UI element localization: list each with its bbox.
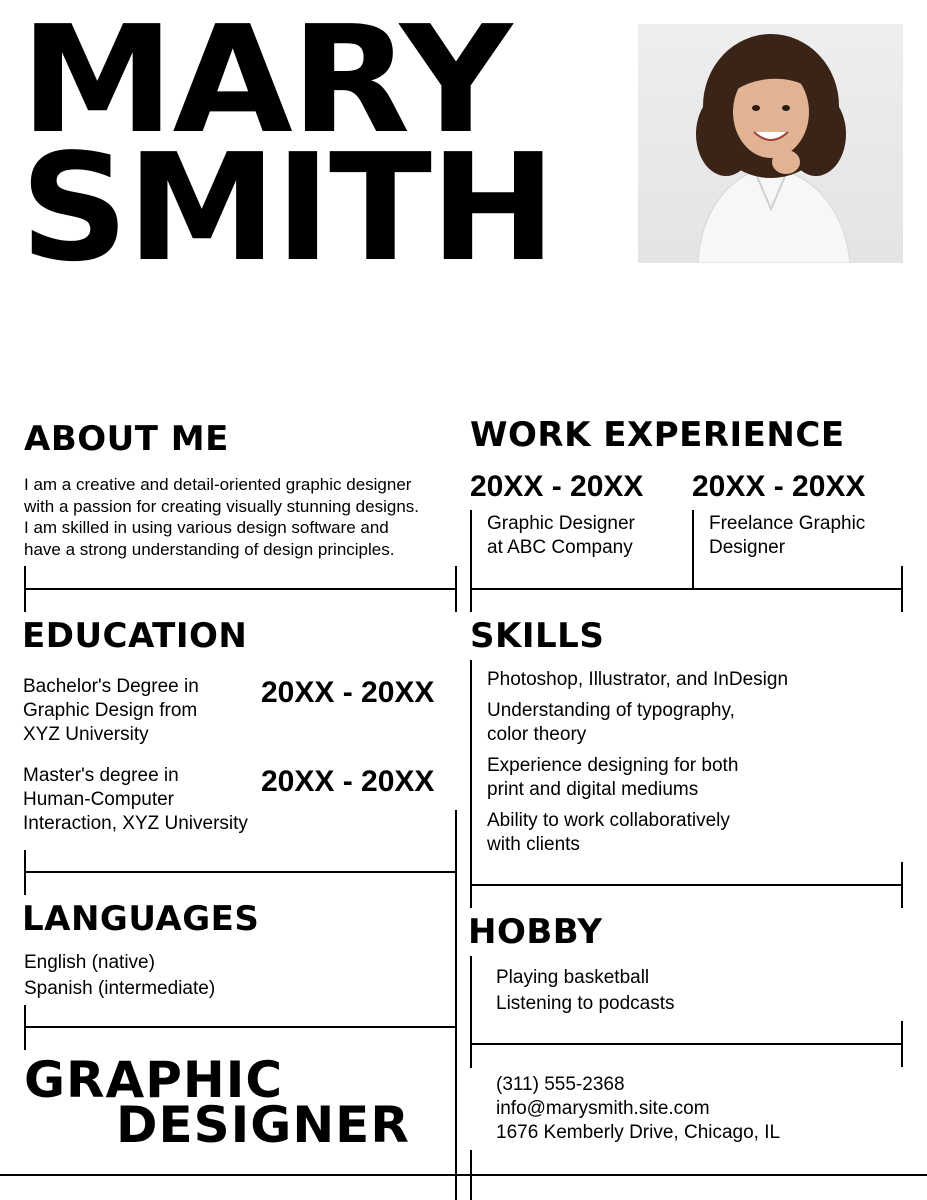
center-rule	[455, 810, 457, 1200]
job-years: 20XX - 20XX	[692, 470, 866, 503]
divider-tick	[470, 660, 472, 908]
skill-line: Experience designing for both	[487, 755, 739, 776]
degree-line: Graphic Design from	[23, 700, 198, 721]
contact-block	[496, 1073, 780, 1145]
education-years: 20XX - 20XX	[261, 676, 435, 709]
job-item	[709, 512, 865, 560]
divider-tick	[24, 1005, 26, 1050]
divider-tick	[470, 956, 472, 1068]
education-item	[23, 764, 248, 836]
divider	[24, 1026, 457, 1028]
degree-line: Interaction, XYZ University	[23, 813, 248, 834]
hobby-heading: HOBBY	[468, 912, 603, 952]
divider-tick	[901, 1021, 903, 1067]
job-title: Freelance Graphic	[709, 513, 866, 534]
job-title: Graphic Designer	[487, 513, 635, 534]
about-line: with a passion for creating visually stunning designs.	[24, 496, 419, 516]
divider	[24, 871, 457, 873]
skill-item	[487, 809, 788, 857]
job-item	[487, 512, 635, 560]
education-item	[23, 675, 199, 747]
divider	[470, 884, 903, 886]
profile-photo	[638, 24, 903, 263]
divider-tick	[901, 862, 903, 908]
language-item: Spanish (intermediate)	[24, 978, 216, 999]
contact-address: 1676 Kemberly Drive, Chicago, IL	[496, 1122, 781, 1143]
divider-tick	[470, 510, 472, 612]
education-years: 20XX - 20XX	[261, 765, 435, 798]
degree-line: XYZ University	[23, 724, 149, 745]
hobby-item: Playing basketball	[496, 967, 650, 988]
education-heading: EDUCATION	[22, 616, 248, 656]
hobby-list	[496, 965, 675, 1017]
about-line: I am skilled in using various design software and	[24, 518, 389, 537]
divider-tick	[692, 510, 694, 588]
degree-line: Bachelor's Degree in	[23, 676, 199, 697]
skill-line: with clients	[487, 834, 580, 855]
job-title-line2: DESIGNER	[116, 1096, 410, 1154]
skill-item	[487, 668, 788, 692]
divider-tick	[24, 566, 26, 612]
languages-list	[24, 950, 215, 1002]
divider	[470, 588, 903, 590]
divider-tick	[901, 566, 903, 612]
skill-item	[487, 699, 788, 747]
languages-heading: LANGUAGES	[22, 899, 260, 939]
last-name: SMITH	[20, 122, 555, 294]
job-company: Designer	[709, 537, 786, 558]
divider	[470, 1043, 903, 1045]
first-name: MARY	[20, 0, 511, 166]
hobby-item: Listening to podcasts	[496, 993, 675, 1014]
skill-line: print and digital mediums	[487, 779, 699, 800]
skill-item	[487, 754, 788, 802]
about-heading: ABOUT ME	[24, 419, 229, 459]
contact-email: info@marysmith.site.com	[496, 1098, 710, 1119]
degree-line: Master's degree in	[23, 765, 179, 786]
job-company: at ABC Company	[487, 537, 633, 558]
skill-line: Understanding of typography,	[487, 700, 735, 721]
bottom-rule	[0, 1174, 927, 1176]
job-years: 20XX - 20XX	[470, 470, 644, 503]
skill-line: Photoshop, Illustrator, and InDesign	[487, 669, 789, 690]
skills-heading: SKILLS	[470, 616, 605, 656]
divider-tick	[455, 566, 457, 612]
person-portrait-icon	[638, 24, 903, 263]
about-text	[24, 474, 419, 560]
divider-tick	[24, 850, 26, 895]
skills-list	[487, 668, 788, 857]
skill-line: color theory	[487, 724, 587, 745]
language-item: English (native)	[24, 952, 155, 973]
job-title-line1: GRAPHIC	[24, 1051, 284, 1109]
skill-line: Ability to work collaboratively	[487, 810, 730, 831]
work-heading: WORK EXPERIENCE	[470, 415, 845, 455]
about-line: I am a creative and detail-oriented graphic designer	[24, 475, 412, 494]
about-line: have a strong understanding of design principles.	[24, 539, 395, 559]
divider	[24, 588, 457, 590]
degree-line: Human-Computer	[23, 789, 174, 810]
contact-phone: (311) 555-2368	[496, 1074, 625, 1095]
